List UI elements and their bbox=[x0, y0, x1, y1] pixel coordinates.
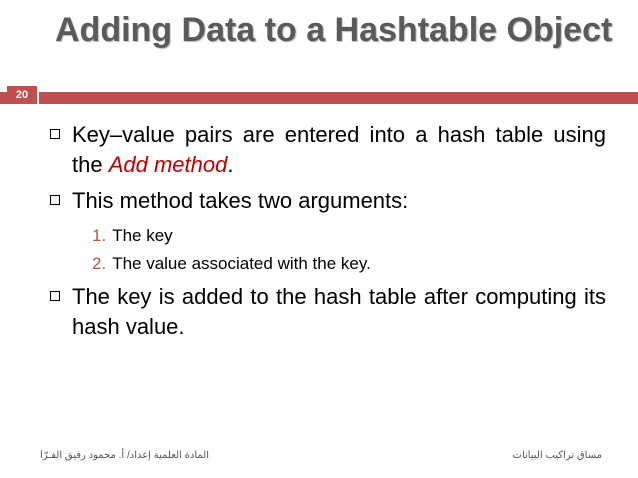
bullet-add-method bbox=[50, 120, 606, 180]
square-bullet-icon bbox=[50, 291, 60, 301]
list-number: 2. bbox=[92, 254, 107, 273]
bullet-text: Key–value pairs are entered into a hash table using the bbox=[72, 122, 606, 177]
slide-content bbox=[50, 120, 606, 348]
add-method-highlight: Add method bbox=[108, 152, 228, 177]
square-bullet-icon bbox=[50, 129, 60, 139]
slide-number: 20 bbox=[7, 86, 37, 104]
list-item bbox=[92, 250, 606, 278]
bullet-hash-value bbox=[50, 282, 606, 342]
bullet-text: The key is added to the hash table after computing its hash value. bbox=[72, 284, 606, 339]
list-item bbox=[92, 222, 606, 250]
bullet-arguments bbox=[50, 186, 606, 216]
square-bullet-icon bbox=[50, 195, 60, 205]
arguments-list bbox=[92, 222, 606, 278]
list-number: 1. bbox=[92, 226, 107, 245]
divider-gap bbox=[37, 92, 39, 104]
slide-title: Adding Data to a Hashtable Object bbox=[55, 11, 613, 49]
bullet-text-end: . bbox=[227, 152, 234, 177]
footer-author: المادة العلمية إعداد/ أ. محمود رفيق الفـرّا bbox=[40, 450, 209, 461]
title-divider bbox=[0, 92, 638, 104]
bullet-text: This method takes two arguments: bbox=[72, 188, 409, 213]
footer-course: مساق تراكيب البيانات bbox=[512, 450, 602, 461]
list-text: The value associated with the key. bbox=[112, 254, 371, 273]
list-text: The key bbox=[112, 226, 173, 245]
